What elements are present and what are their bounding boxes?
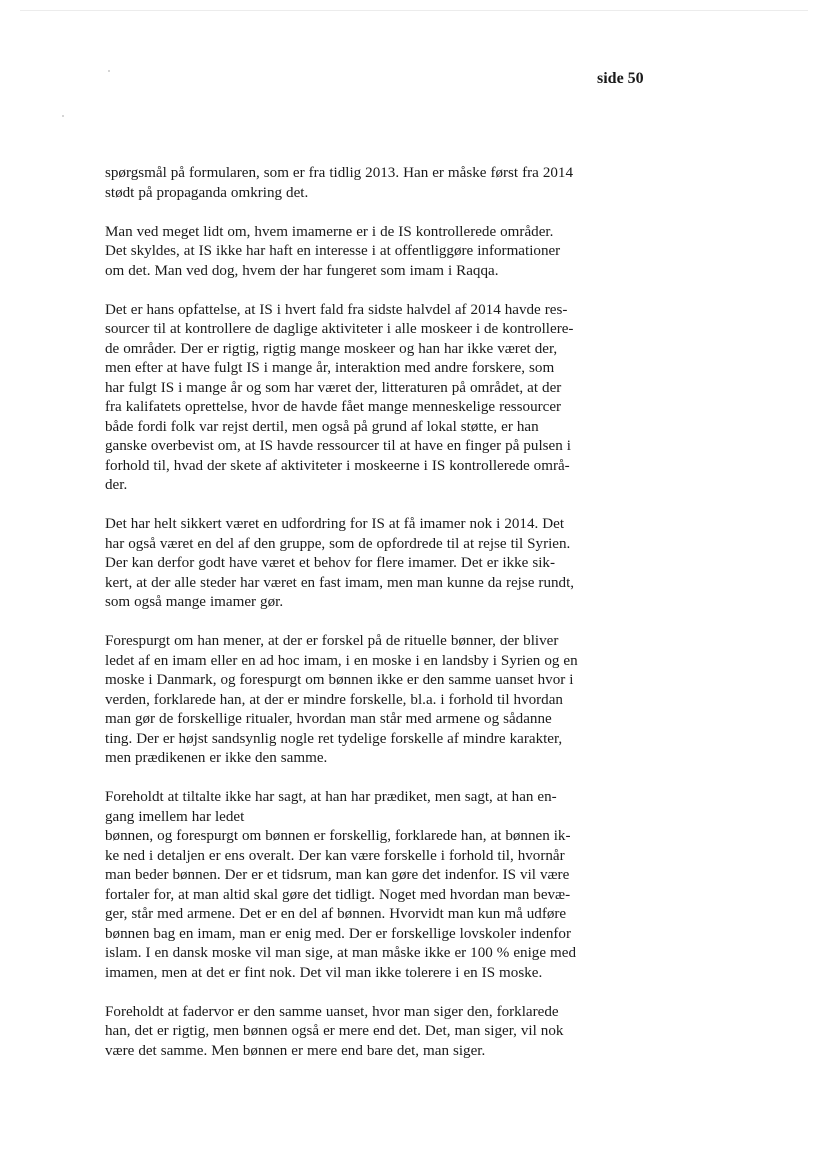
text-line: han, det er rigtig, men bønnen også er mere end det. Det, man siger, vil nok — [105, 1023, 564, 1039]
text-line: man beder bønnen. Der er et tidsrum, man kan gøre det indenfor. IS vil være — [105, 867, 570, 883]
paragraph — [105, 164, 600, 203]
text-line: ting. Der er højst sandsynlig nogle ret tydelige forskelle af mindre karakter, — [105, 730, 563, 747]
text-line: moske i Danmark, og forespurgt om bønnen ikke er den samme uanset hvor i — [105, 672, 574, 688]
text-line: islam. I en dansk moske vil man sige, at man måske ikke er 100 % enige med — [105, 945, 576, 961]
page-number: side 50 — [597, 70, 644, 87]
text-line: man gør de forskellige ritualer, hvordan man står med armene og sådanne — [105, 711, 552, 727]
text-line: men prædikenen er ikke den samme. — [105, 750, 328, 766]
text-line: Der kan derfor godt have været et behov for flere imamer. Det er ikke sik- — [105, 555, 555, 571]
text-line: både fordi folk var rejst dertil, men også på grund af lokal støtte, er han — [105, 418, 539, 435]
text-line: men efter at have fulgt IS i mange år, interaktion med andre forskere, som — [105, 360, 555, 376]
text-line: bønnen, og forespurgt om bønnen er forskellig, forklarede han, at bønnen ik- — [105, 828, 571, 844]
text-line: stødt på propaganda omkring det. — [105, 184, 309, 201]
text-line: ke ned i detaljen er ens overalt. Der kan være forskelle i forhold til, hvornår — [105, 847, 565, 864]
text-line: ger, står med armene. Det er en del af bønnen. Hvorvidt man kun må udføre — [105, 906, 567, 922]
text-line: Foreholdt at fadervor er den samme uanset, hvor man siger den, forklarede — [105, 1003, 559, 1020]
text-line: ganske overbevist om, at IS havde ressourcer til at have en finger på pulsen i — [105, 438, 571, 454]
text-line: Det skyldes, at IS ikke har haft en interesse i at offentliggøre informationer — [105, 243, 561, 259]
text-line: som også mange imamer gør. — [105, 594, 284, 610]
text-line: Foreholdt at tiltalte ikke har sagt, at han har prædiket, men sagt, at han en- — [105, 789, 557, 805]
text-line: Man ved meget lidt om, hvem imamerne er i de IS kontrollerede områder. — [105, 223, 554, 240]
text-line: Det er hans opfattelse, at IS i hvert fald fra sidste halvdel af 2014 havde res- — [105, 301, 568, 318]
text-line: Det har helt sikkert været en udfordring for IS at få imamer nok i 2014. Det — [105, 516, 565, 532]
scan-speck — [108, 70, 110, 72]
text-line: fra kalifatets oprettelse, hvor de havde fået mange menneskelige ressourcer — [105, 399, 562, 415]
text-line: gang imellem har ledet — [105, 808, 245, 825]
scan-speck — [62, 115, 64, 117]
text-line: bønnen bag en imam, man er enig med. Der er forskellige lovskoler indenfor — [105, 925, 571, 942]
text-line: imamen, men at det er fint nok. Det vil man ikke tolerere i en IS moske. — [105, 964, 543, 981]
text-line: de områder. Der er rigtig, rigtig mange moskeer og han har ikke været der, — [105, 340, 558, 357]
scan-edge-line — [20, 10, 808, 11]
text-line: om det. Man ved dog, hvem der har fungeret som imam i Raqqa. — [105, 262, 499, 279]
text-line: har også været en del af den gruppe, som de opfordrede til at rejse til Syrien. — [105, 535, 571, 552]
text-line: forhold til, hvad der skete af aktiviteter i moskeerne i IS kontrollerede områ- — [105, 457, 570, 474]
paragraph — [105, 632, 600, 769]
text-line: Forespurgt om han mener, at der er forskel på de rituelle bønner, der bliver — [105, 633, 559, 649]
text-line: der. — [105, 477, 128, 493]
text-line: sourcer til at kontrollere de daglige aktiviteter i alle moskeer i de kontrollere- — [105, 321, 574, 337]
text-line: ledet af en imam eller en ad hoc imam, i en moske i en landsby i Syrien og en — [105, 652, 578, 669]
paragraph — [105, 301, 600, 496]
text-line: spørgsmål på formularen, som er fra tidlig 2013. Han er måske først fra 2014 — [105, 165, 574, 181]
text-line: verden, forklarede han, at der er mindre forskelle, bl.a. i forhold til hvordan — [105, 691, 563, 708]
paragraph — [105, 223, 600, 282]
paragraph — [105, 515, 600, 613]
text-line: kert, at der alle steder har været en fast imam, men man kunne da rejse rundt, — [105, 574, 575, 591]
text-line: være det samme. Men bønnen er mere end bare det, man siger. — [105, 1042, 486, 1059]
text-line: fortaler for, at man altid skal gøre det tidligt. Noget med hvordan man bevæ- — [105, 886, 571, 903]
paragraph — [105, 788, 600, 983]
paragraph — [105, 1003, 600, 1062]
text-line: har fulgt IS i mange år og som har været der, litteraturen på området, at der — [105, 379, 562, 396]
body-text — [105, 164, 600, 1081]
